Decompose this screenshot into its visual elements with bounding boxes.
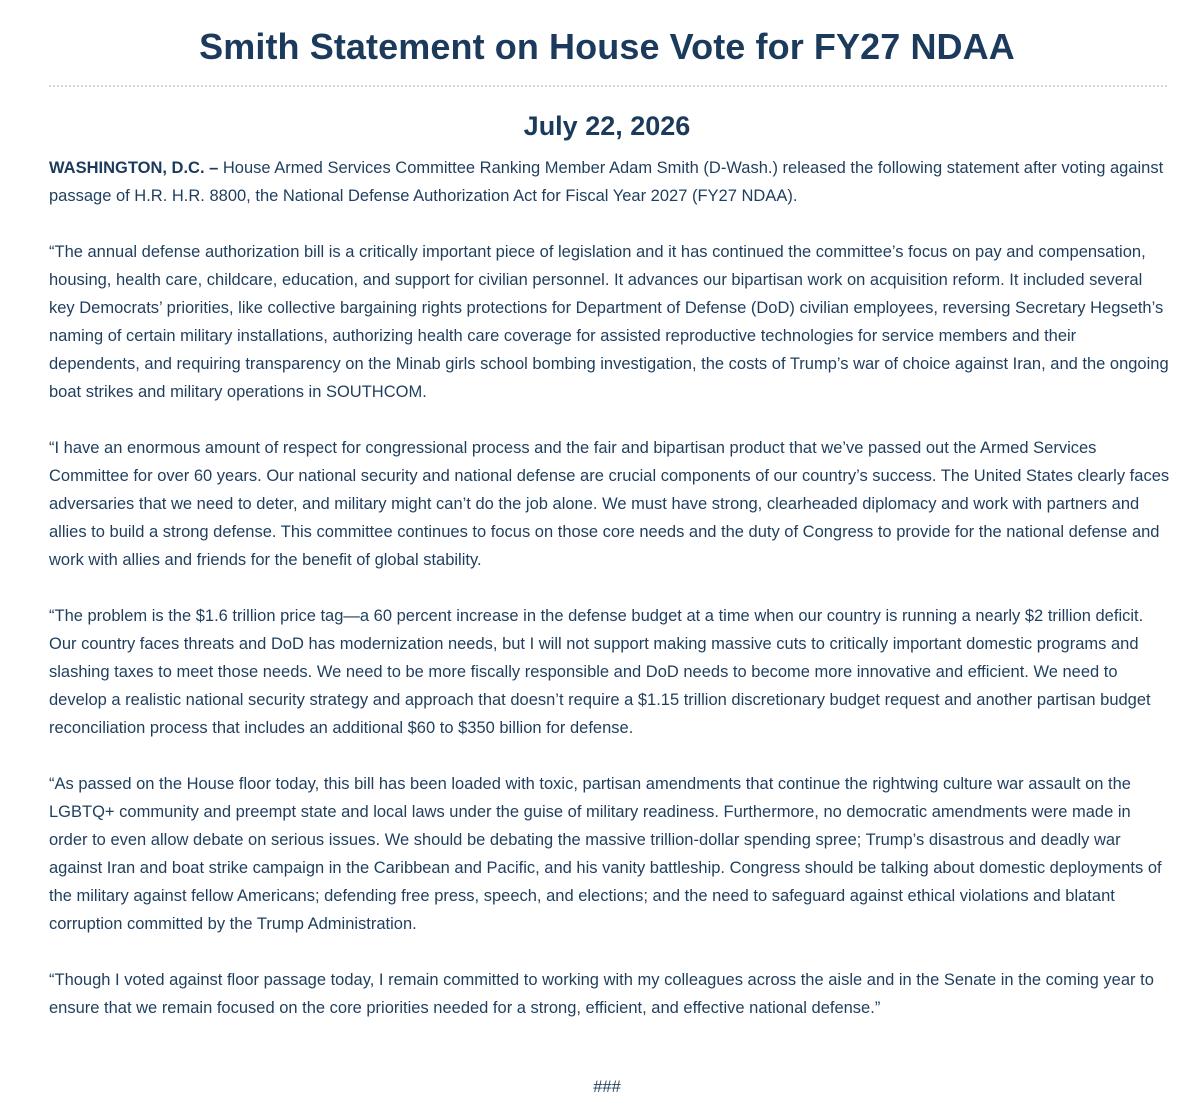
dotted-divider xyxy=(49,85,1167,87)
end-mark: ### xyxy=(593,1078,621,1096)
quote-paragraph-5: “Though I voted against floor passage today, I remain committed to working with my colleagues across the aisle and in the Senate in the coming year to ensure that we remain focused on the core priorities needed for a strong, efficient, and effective national defense.” xyxy=(49,971,1154,1017)
intro-paragraph xyxy=(49,154,1171,210)
release-date: July 22, 2026 xyxy=(523,111,691,141)
quote-paragraph-1: “The annual defense authorization bill is a critically important piece of legislation and it has continued the committee’s focus on pay and compensation, housing, health care, childcare, education, and support for civilian personnel. It advances our bipartisan work on acquisition reform. It included several key Democrats’ priorities, like collective bargaining rights protections for Department of Defense (DoD) civilian employees, reversing Secretary Hegseth’s naming of certain military installations, authorizing health care coverage for assisted reproductive technologies for service members and their dependents, and requiring transparency on the Minab girls school bombing investigation, the costs of Trump’s war of choice against Iran, and the ongoing boat strikes and military operations in SOUTHCOM. xyxy=(49,243,1169,401)
dateline: WASHINGTON, D.C. – xyxy=(49,159,219,177)
quote-paragraph-4: “As passed on the House floor today, this bill has been loaded with toxic, partisan amendments that continue the rightwing culture war assault on the LGBTQ+ community and preempt state and local laws under the guise of military readiness. Furthermore, no democratic amendments were made in order to even allow debate on serious issues. We should be debating the massive trillion-dollar spending spree; Trump’s disastrous and deadly war against Iran and boat strike campaign in the Caribbean and Pacific, and his vanity battleship. Congress should be talking about domestic deployments of the military against fellow Americans; defending free press, speech, and elections; and the need to safeguard against ethical violations and blatant corruption committed by the Trump Administration. xyxy=(49,775,1162,933)
page-title: Smith Statement on House Vote for FY27 NDAA xyxy=(199,26,1015,67)
statement-body xyxy=(49,154,1171,1050)
quote-paragraph-3: “The problem is the $1.6 trillion price tag—a 60 percent increase in the defense budget at a time when our country is running a nearly $2 trillion deficit. Our country faces threats and DoD has modernization needs, but I will not support making massive cuts to critically important domestic programs and slashing taxes to meet those needs. We need to be more fiscally responsible and DoD needs to become more innovative and efficient. We need to develop a realistic national security strategy and approach that doesn’t require a $1.15 trillion discretionary budget request and another partisan budget reconciliation process that includes an additional $60 to $350 billion for defense. xyxy=(49,607,1151,737)
quote-paragraph-2: “I have an enormous amount of respect for congressional process and the fair and bipartisan product that we’ve passed out the Armed Services Committee for over 60 years. Our national security and national defense are crucial components of our country’s success. The United States clearly faces adversaries that we need to deter, and military might can’t do the job alone. We must have strong, clearheaded diplomacy and work with partners and allies to build a strong defense. This committee continues to focus on those core needs and the duty of Congress to provide for the national defense and work with allies and friends for the benefit of global stability. xyxy=(49,439,1170,569)
intro-text: House Armed Services Committee Ranking Member Adam Smith (D-Wash.) released the following statement after voting against passage of H.R. H.R. 8800, the National Defense Authorization Act for Fiscal Year 2027 (FY27 NDAA). xyxy=(49,159,1164,205)
